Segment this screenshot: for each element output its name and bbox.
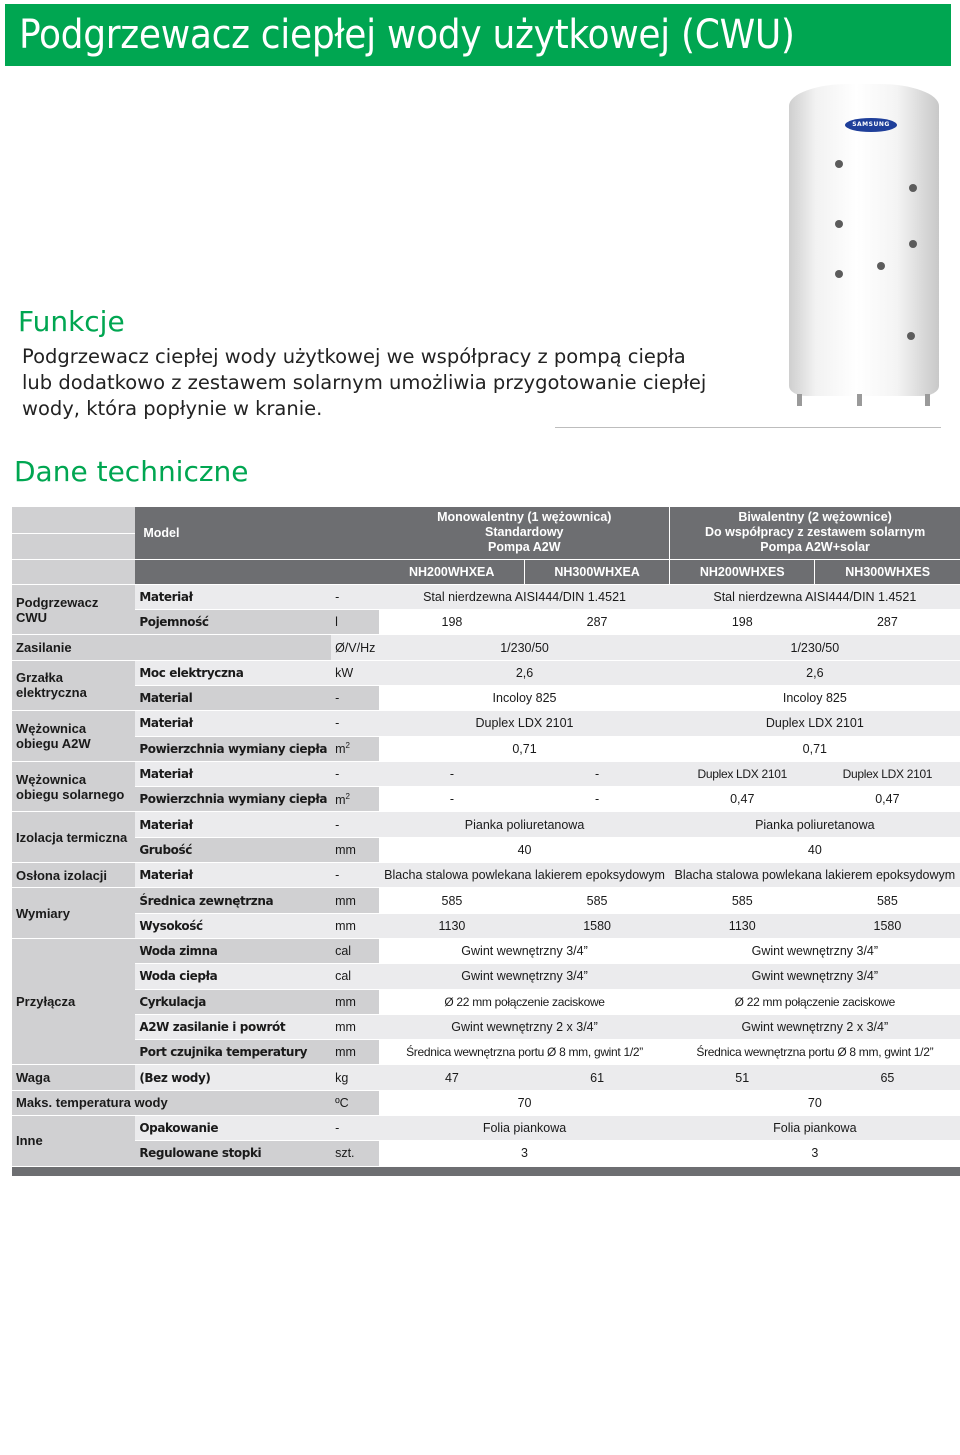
mono-line1: Monowalentny (1 wężownica)	[437, 510, 612, 525]
value: 1130	[670, 913, 815, 938]
port-icon	[835, 270, 843, 278]
param: A2W zasilanie i powrót	[135, 1014, 331, 1039]
unit: -	[331, 863, 379, 888]
value: 585	[670, 888, 815, 913]
value: 198	[670, 610, 815, 635]
value: Gwint wewnętrzny 2 x 3/4”	[379, 1014, 669, 1039]
unit: szt.	[331, 1141, 379, 1166]
title-bar	[5, 4, 951, 66]
unit: -	[331, 711, 379, 736]
model-col: NH200WHXEA	[379, 559, 524, 584]
value: Średnica wewnętrzna portu Ø 8 mm, gwint 1/2”	[670, 1040, 960, 1065]
value: 0,47	[815, 787, 960, 812]
port-icon	[909, 240, 917, 248]
samsung-logo: SAMSUNG	[845, 118, 897, 132]
unit: kW	[331, 660, 379, 685]
param: Cyrkulacja	[135, 989, 331, 1014]
param: Grubość	[135, 837, 331, 862]
biw-line3: Pompa A2W+solar	[760, 540, 870, 555]
value: 1/230/50	[379, 635, 669, 660]
value: 198	[379, 610, 524, 635]
foot	[797, 394, 802, 406]
value: Duplex LDX 2101	[815, 761, 960, 786]
foot	[925, 394, 930, 406]
value: -	[379, 787, 524, 812]
model-col: NH200WHXES	[670, 559, 815, 584]
value: Ø 22 mm połączenie zaciskowe	[379, 989, 669, 1014]
page-title: Podgrzewacz ciepłej wody użytkowej (CWU)	[19, 12, 795, 58]
value: 1580	[525, 913, 670, 938]
model-col: NH300WHXEA	[525, 559, 670, 584]
value: Średnica wewnętrzna portu Ø 8 mm, gwint 1/2”	[379, 1040, 669, 1065]
value: Folia piankowa	[379, 1116, 669, 1141]
unit: cal	[331, 964, 379, 989]
value: 287	[525, 610, 670, 635]
spec-table	[12, 507, 960, 1177]
value: 0,71	[379, 736, 669, 761]
row-label: Wężownica obiegu A2W	[12, 711, 135, 762]
value: Gwint wewnętrzny 3/4”	[670, 964, 960, 989]
value: Gwint wewnętrzny 3/4”	[379, 938, 669, 963]
value: -	[525, 761, 670, 786]
unit-m: m	[335, 792, 346, 807]
value: 3	[379, 1141, 669, 1166]
row-label: Wężownica obiegu solarnego	[12, 761, 135, 812]
row-label: Inne	[12, 1116, 135, 1167]
value: 2,6	[670, 660, 960, 685]
unit	[331, 736, 379, 761]
value: Pianka poliuretanowa	[670, 812, 960, 837]
water-heater-illustration	[789, 84, 939, 396]
unit: mm	[331, 1040, 379, 1065]
unit: mm	[331, 989, 379, 1014]
unit: cal	[331, 938, 379, 963]
unit	[331, 787, 379, 812]
mono-line2: Standardowy	[485, 525, 564, 540]
value: Ø 22 mm połączenie zaciskowe	[670, 989, 960, 1014]
value: 40	[379, 837, 669, 862]
value: 2,6	[379, 660, 669, 685]
value: Incoloy 825	[379, 685, 669, 710]
value: Incoloy 825	[670, 685, 960, 710]
unit: l	[331, 610, 379, 635]
value: Folia piankowa	[670, 1116, 960, 1141]
value: 585	[525, 888, 670, 913]
value: 51	[670, 1065, 815, 1090]
param: Materiał	[135, 863, 331, 888]
foot	[857, 394, 862, 406]
biw-line2: Do współpracy z zestawem solarnym	[704, 525, 926, 540]
param: Materiał	[135, 761, 331, 786]
unit: kg	[331, 1065, 379, 1090]
unit: -	[331, 761, 379, 786]
row-label: Waga	[12, 1065, 135, 1090]
param: Port czujnika temperatury	[135, 1040, 331, 1065]
row-label: Izolacja termiczna	[12, 812, 135, 863]
model-col: NH300WHXES	[815, 559, 960, 584]
unit: -	[331, 812, 379, 837]
value: Blacha stalowa powlekana lakierem epoksydowym	[670, 863, 960, 888]
row-label: Grzałka elektryczna	[12, 660, 135, 711]
unit-sup: 2	[345, 791, 350, 801]
biw-header	[670, 507, 960, 559]
divider	[555, 427, 941, 428]
value: Gwint wewnętrzny 3/4”	[379, 964, 669, 989]
value: Blacha stalowa powlekana lakierem epoksydowym	[379, 863, 669, 888]
value: 61	[525, 1065, 670, 1090]
param: Material	[135, 685, 331, 710]
param: Opakowanie	[135, 1116, 331, 1141]
value: Stal nierdzewna AISI444/DIN 1.4521	[670, 584, 960, 609]
unit: mm	[331, 888, 379, 913]
value: Gwint wewnętrzny 3/4”	[670, 938, 960, 963]
param: Powierzchnia wymiany ciepła	[135, 787, 331, 812]
port-icon	[877, 262, 885, 270]
value: Duplex LDX 2101	[670, 761, 815, 786]
value: 47	[379, 1065, 524, 1090]
funkcje-text: Podgrzewacz ciepłej wody użytkowej we współpracy z pompą ciepła lub dodatkowo z zestawem solarnym umożliwia przygotowanie ciepłej wody, która popłynie w kranie.	[22, 345, 707, 420]
value: 1580	[815, 913, 960, 938]
value: 287	[815, 610, 960, 635]
value: 0,47	[670, 787, 815, 812]
value: 1/230/50	[670, 635, 960, 660]
value: Stal nierdzewna AISI444/DIN 1.4521	[379, 584, 669, 609]
value: Duplex LDX 2101	[670, 711, 960, 736]
unit: -	[331, 1116, 379, 1141]
value: 70	[379, 1090, 669, 1115]
param: Powierzchnia wymiany ciepła	[135, 736, 331, 761]
dane-heading: Dane techniczne	[14, 455, 249, 488]
param: Wysokość	[135, 913, 331, 938]
unit: -	[331, 685, 379, 710]
value: -	[525, 787, 670, 812]
param: Materiał	[135, 812, 331, 837]
param: Regulowane stopki	[135, 1141, 331, 1166]
param: Woda ciepła	[135, 964, 331, 989]
value: 585	[815, 888, 960, 913]
mono-line3: Pompa A2W	[488, 540, 561, 555]
mono-header	[379, 507, 669, 559]
row-label: Zasilanie	[12, 635, 331, 660]
param: Moc elektryczna	[135, 660, 331, 685]
row-label: Wymiary	[12, 888, 135, 939]
value: 0,71	[670, 736, 960, 761]
port-icon	[835, 160, 843, 168]
row-label: Maks. temperatura wody	[12, 1090, 331, 1115]
port-icon	[907, 332, 915, 340]
unit: -	[331, 584, 379, 609]
product-image	[783, 84, 933, 414]
port-icon	[835, 220, 843, 228]
param: Materiał	[135, 711, 331, 736]
unit: Ø/V/Hz	[331, 635, 379, 660]
value: Gwint wewnętrzny 2 x 3/4”	[670, 1014, 960, 1039]
funkcje-heading: Funkcje	[18, 305, 125, 338]
row-label: Przyłącza	[12, 938, 135, 1064]
unit-sup: 2	[345, 741, 350, 751]
param: Woda zimna	[135, 938, 331, 963]
biw-line1: Biwalentny (2 wężownice)	[738, 510, 892, 525]
value: 70	[670, 1090, 960, 1115]
value: 3	[670, 1141, 960, 1166]
row-label: Podgrzewacz CWU	[12, 584, 135, 635]
value: Pianka poliuretanowa	[379, 812, 669, 837]
unit: ºC	[331, 1090, 379, 1115]
row-label: Osłona izolacji	[12, 863, 135, 888]
value: Duplex LDX 2101	[379, 711, 669, 736]
param: (Bez wody)	[135, 1065, 331, 1090]
value: 40	[670, 837, 960, 862]
table-footer	[12, 1166, 960, 1176]
value: -	[379, 761, 524, 786]
param: Materiał	[135, 584, 331, 609]
unit: mm	[331, 913, 379, 938]
value: 1130	[379, 913, 524, 938]
param: Pojemność	[135, 610, 331, 635]
port-icon	[909, 184, 917, 192]
unit-m: m	[335, 742, 346, 757]
value: 585	[379, 888, 524, 913]
param: Średnica zewnętrzna	[135, 888, 331, 913]
model-header: Model	[135, 507, 379, 559]
value: 65	[815, 1065, 960, 1090]
unit: mm	[331, 837, 379, 862]
unit: mm	[331, 1014, 379, 1039]
